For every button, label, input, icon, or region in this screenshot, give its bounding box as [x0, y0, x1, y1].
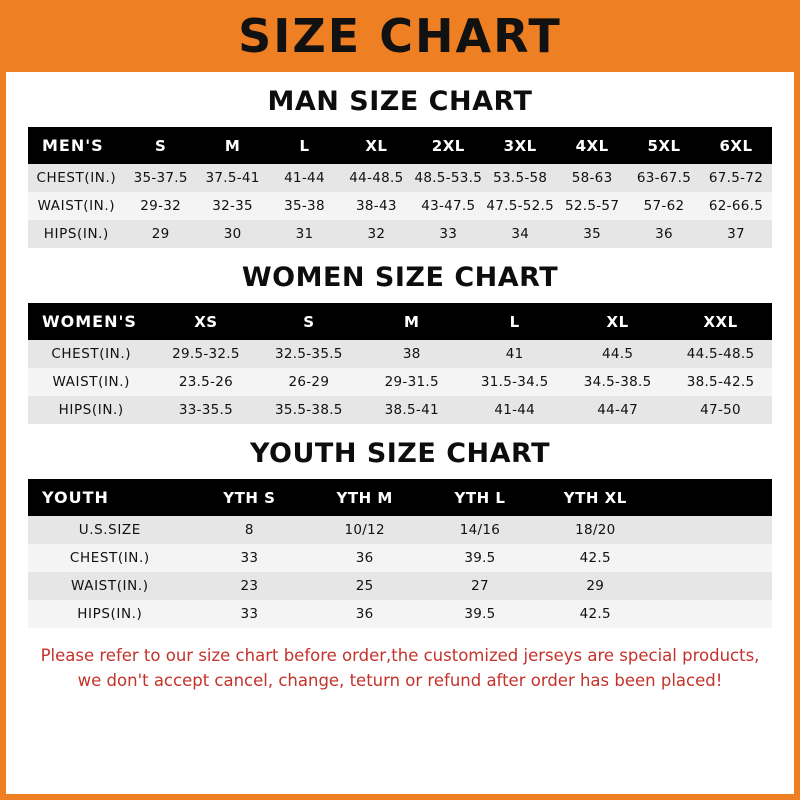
women-section: [6, 262, 794, 424]
youth-cell-3-3: 42.5: [538, 600, 653, 628]
men-cell-0-6: 58-63: [556, 164, 628, 192]
men-cell-0-5: 53.5-58: [484, 164, 556, 192]
women-col-0: XS: [154, 303, 257, 340]
women-cell-1-1: 26-29: [257, 368, 360, 396]
youth-cell-0-1: 10/12: [307, 516, 422, 544]
youth-table-body: [28, 516, 772, 628]
men-size-table: [28, 127, 772, 248]
youth-cell-1-2: 39.5: [422, 544, 537, 572]
table-row: [28, 368, 772, 396]
men-cell-2-5: 34: [484, 220, 556, 248]
women-section-title: WOMEN SIZE CHART: [241, 262, 559, 293]
men-row-label-2: HIPS(IN.): [28, 220, 125, 248]
men-row-label-1: WAIST(IN.): [28, 192, 125, 220]
women-cell-2-0: 33-35.5: [154, 396, 257, 424]
table-header-row: [28, 479, 772, 516]
men-cell-2-1: 30: [197, 220, 269, 248]
youth-cell-1-3: 42.5: [538, 544, 653, 572]
table-header-row: [28, 127, 772, 164]
women-cell-1-5: 38.5-42.5: [669, 368, 772, 396]
youth-cell-0-spacer: [653, 516, 772, 544]
men-cell-2-6: 35: [556, 220, 628, 248]
women-cell-2-3: 41-44: [463, 396, 566, 424]
men-cell-2-0: 29: [125, 220, 197, 248]
footer-disclaimer: [6, 644, 794, 694]
footer-line-2: we don't accept cancel, change, teturn or refund after order has been placed!: [77, 670, 723, 690]
men-col-3: XL: [340, 127, 412, 164]
women-cell-0-3: 41: [463, 340, 566, 368]
men-col-7: 5XL: [628, 127, 700, 164]
youth-cell-0-2: 14/16: [422, 516, 537, 544]
women-cell-1-4: 34.5-38.5: [566, 368, 669, 396]
youth-cell-3-spacer: [653, 600, 772, 628]
women-col-3: L: [463, 303, 566, 340]
men-col-6: 4XL: [556, 127, 628, 164]
youth-cell-2-0: 23: [192, 572, 307, 600]
men-table-header: [28, 127, 772, 164]
youth-cell-1-0: 33: [192, 544, 307, 572]
men-section-title: MAN SIZE CHART: [267, 86, 533, 117]
women-cell-1-3: 31.5-34.5: [463, 368, 566, 396]
women-col-2: M: [360, 303, 463, 340]
youth-section-title: YOUTH SIZE CHART: [249, 438, 551, 469]
men-cell-2-2: 31: [269, 220, 341, 248]
women-cell-2-5: 47-50: [669, 396, 772, 424]
header-band: [0, 0, 800, 72]
women-table-body: [28, 340, 772, 424]
men-cell-2-8: 37: [700, 220, 772, 248]
women-row-header-label: WOMEN'S: [28, 303, 154, 340]
youth-section: [6, 438, 794, 628]
youth-row-label-2: WAIST(IN.): [28, 572, 192, 600]
men-cell-1-6: 52.5-57: [556, 192, 628, 220]
youth-cell-1-1: 36: [307, 544, 422, 572]
men-cell-2-7: 36: [628, 220, 700, 248]
youth-cell-2-spacer: [653, 572, 772, 600]
youth-cell-2-3: 29: [538, 572, 653, 600]
women-cell-2-4: 44-47: [566, 396, 669, 424]
men-col-5: 3XL: [484, 127, 556, 164]
youth-cell-3-0: 33: [192, 600, 307, 628]
youth-cell-0-0: 8: [192, 516, 307, 544]
men-cell-0-7: 63-67.5: [628, 164, 700, 192]
women-cell-1-0: 23.5-26: [154, 368, 257, 396]
men-cell-1-5: 47.5-52.5: [484, 192, 556, 220]
youth-col-spacer: [653, 479, 772, 516]
women-row-label-2: HIPS(IN.): [28, 396, 154, 424]
men-cell-0-1: 37.5-41: [197, 164, 269, 192]
table-row: [28, 544, 772, 572]
women-row-label-0: CHEST(IN.): [28, 340, 154, 368]
youth-cell-3-1: 36: [307, 600, 422, 628]
page-title: SIZE CHART: [238, 9, 562, 63]
men-cell-0-0: 35-37.5: [125, 164, 197, 192]
women-col-4: XL: [566, 303, 669, 340]
youth-table-header: [28, 479, 772, 516]
youth-col-2: YTH L: [422, 479, 537, 516]
men-row-header-label: MEN'S: [28, 127, 125, 164]
men-col-2: L: [269, 127, 341, 164]
men-col-0: S: [125, 127, 197, 164]
men-cell-1-7: 57-62: [628, 192, 700, 220]
youth-cell-2-2: 27: [422, 572, 537, 600]
youth-cell-2-1: 25: [307, 572, 422, 600]
men-cell-0-2: 41-44: [269, 164, 341, 192]
youth-size-table: [28, 479, 772, 628]
women-cell-2-1: 35.5-38.5: [257, 396, 360, 424]
men-cell-2-4: 33: [412, 220, 484, 248]
youth-col-0: YTH S: [192, 479, 307, 516]
youth-row-label-3: HIPS(IN.): [28, 600, 192, 628]
men-col-1: M: [197, 127, 269, 164]
women-cell-0-1: 32.5-35.5: [257, 340, 360, 368]
women-cell-1-2: 29-31.5: [360, 368, 463, 396]
women-cell-0-5: 44.5-48.5: [669, 340, 772, 368]
women-cell-0-2: 38: [360, 340, 463, 368]
youth-row-header-label: YOUTH: [28, 479, 192, 516]
table-row: [28, 600, 772, 628]
men-cell-0-4: 48.5-53.5: [412, 164, 484, 192]
men-cell-0-3: 44-48.5: [340, 164, 412, 192]
women-row-label-1: WAIST(IN.): [28, 368, 154, 396]
table-row: [28, 192, 772, 220]
table-row: [28, 220, 772, 248]
men-cell-1-2: 35-38: [269, 192, 341, 220]
women-table-header: [28, 303, 772, 340]
table-row: [28, 516, 772, 544]
youth-row-label-1: CHEST(IN.): [28, 544, 192, 572]
women-size-table: [28, 303, 772, 424]
men-cell-1-0: 29-32: [125, 192, 197, 220]
table-row: [28, 164, 772, 192]
table-row: [28, 340, 772, 368]
youth-row-label-0: U.S.SIZE: [28, 516, 192, 544]
youth-cell-0-3: 18/20: [538, 516, 653, 544]
men-section: [6, 86, 794, 248]
women-cell-2-2: 38.5-41: [360, 396, 463, 424]
men-col-8: 6XL: [700, 127, 772, 164]
women-col-5: XXL: [669, 303, 772, 340]
table-row: [28, 572, 772, 600]
women-col-1: S: [257, 303, 360, 340]
men-cell-1-3: 38-43: [340, 192, 412, 220]
men-cell-1-1: 32-35: [197, 192, 269, 220]
youth-col-1: YTH M: [307, 479, 422, 516]
men-cell-0-8: 67.5-72: [700, 164, 772, 192]
men-cell-2-3: 32: [340, 220, 412, 248]
men-table-body: [28, 164, 772, 248]
footer-line-1: Please refer to our size chart before order,the customized jerseys are special products,: [40, 646, 760, 665]
youth-cell-3-2: 39.5: [422, 600, 537, 628]
men-cell-1-8: 62-66.5: [700, 192, 772, 220]
women-cell-0-4: 44.5: [566, 340, 669, 368]
table-header-row: [28, 303, 772, 340]
women-cell-0-0: 29.5-32.5: [154, 340, 257, 368]
men-col-4: 2XL: [412, 127, 484, 164]
men-row-label-0: CHEST(IN.): [28, 164, 125, 192]
youth-col-3: YTH XL: [538, 479, 653, 516]
table-row: [28, 396, 772, 424]
men-cell-1-4: 43-47.5: [412, 192, 484, 220]
youth-cell-1-spacer: [653, 544, 772, 572]
